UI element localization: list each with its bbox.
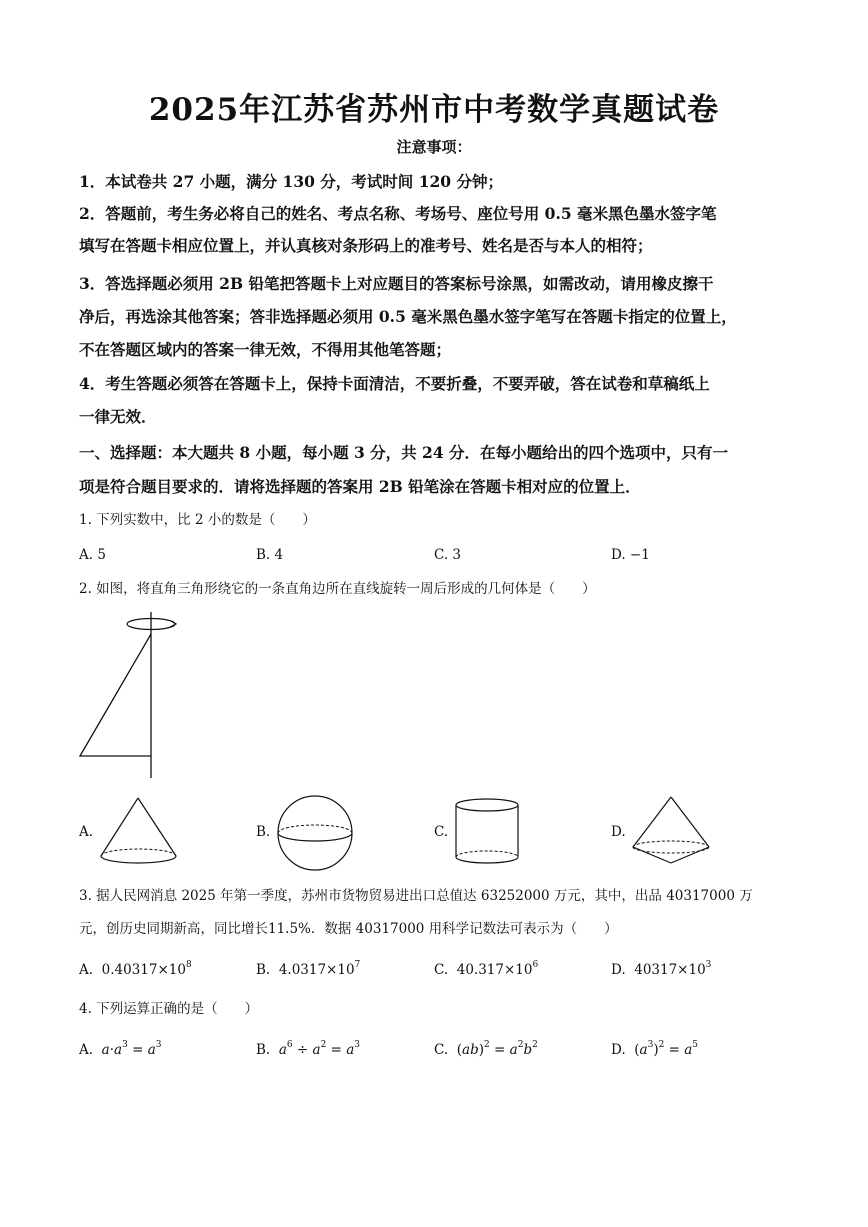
question-4-stem: 4. 下列运算正确的是（ ） <box>79 1001 259 1017</box>
cylinder-shape <box>454 797 522 867</box>
option-label: A. <box>79 1042 94 1058</box>
notice-line: 净后，再选涂其他答案；答非选择题必须用 0.5 毫米黑色墨水签字笔写在答题卡指定的位置上， <box>79 307 737 326</box>
question-3-option-b <box>256 960 360 980</box>
option-label: D. <box>611 1042 626 1058</box>
page-title: 2025年江苏省苏州市中考数学真题试卷 <box>148 92 720 128</box>
question-4-option-d <box>611 1040 698 1060</box>
notice-line: 一律无效． <box>79 407 157 426</box>
question-2-option-b-label: B. <box>256 824 271 840</box>
notice-line: 1．本试卷共 27 小题，满分 130 分，考试时间 120 分钟； <box>79 172 503 191</box>
option-label: A. <box>79 962 94 978</box>
question-4-option-c <box>434 1040 538 1060</box>
right-triangle <box>80 634 151 756</box>
question-1-option-b: B. 4 <box>256 547 284 563</box>
double-cone-shape <box>630 795 712 867</box>
notice-line: 4．考生答题必须答在答题卡上，保持卡面清洁，不要折叠，不要弄破，答在试卷和草稿纸上 <box>79 374 710 393</box>
option-coefficient: 0.40317×10 <box>101 962 186 978</box>
option-label: B. <box>256 1042 271 1058</box>
notice-line: 3．答选择题必须用 2B 铅笔把答题卡上对应题目的答案标号涂黑，如需改动，请用橡皮擦干 <box>79 274 714 293</box>
option-coefficient: 4.0317×10 <box>278 962 355 978</box>
option-label: C. <box>434 1042 449 1058</box>
triangle-rotation-figure <box>70 612 190 784</box>
question-3-option-c <box>434 960 538 980</box>
option-formula: $(a^3)^2 = a^5$ <box>634 1040 699 1058</box>
notice-line: 填写在答题卡相应位置上，并认真核对条形码上的准考号、姓名是否与本人的相符； <box>79 236 653 255</box>
question-1-option-d: D. −1 <box>611 547 650 563</box>
rotation-arrow-head <box>170 621 176 627</box>
notice-line: 2．答题前，考生务必将自己的姓名、考点名称、考场号、座位号用 0.5 毫米黑色墨水签字笔 <box>79 204 717 223</box>
option-label: D. <box>611 962 626 978</box>
option-exponent: 8 <box>185 960 192 970</box>
option-formula: $(ab)^2 = a^2b^2$ <box>456 1040 538 1058</box>
question-2-option-d-label: D. <box>611 824 626 840</box>
sphere-shape <box>276 795 356 871</box>
question-4-option-b <box>256 1040 360 1060</box>
question-4-option-a <box>79 1040 162 1060</box>
option-label: B. <box>256 962 271 978</box>
option-exponent: 7 <box>354 960 361 970</box>
question-3-option-a <box>79 960 192 980</box>
cone-shape <box>98 796 182 866</box>
option-coefficient: 40.317×10 <box>456 962 533 978</box>
section-heading-line: 一、选择题：本大题共 8 小题，每小题 3 分，共 24 分．在每小题给出的四个选项中，只有一 <box>79 443 729 462</box>
question-2-option-a-label: A. <box>79 824 94 840</box>
section-heading-line: 项是符合题目要求的．请将选择题的答案用 2B 铅笔涂在答题卡相对应的位置上． <box>79 477 641 496</box>
option-formula: $a\cdot a^3 = a^3$ <box>101 1040 162 1058</box>
question-1-stem: 1. 下列实数中，比 2 小的数是（ ） <box>79 512 316 528</box>
question-3-option-d <box>611 960 711 980</box>
question-1-option-c: C. 3 <box>434 547 462 563</box>
question-2-option-c-label: C. <box>434 824 449 840</box>
notice-heading: 注意事项： <box>396 138 472 156</box>
option-coefficient: 40317×10 <box>634 962 706 978</box>
question-3-stem-line: 3. 据人民网消息 2025 年第一季度，苏州市货物贸易进出口总值达 63252000 万元，其中，出品 40317000 万 <box>79 888 753 904</box>
option-label: C. <box>434 962 449 978</box>
question-2-stem: 2. 如图，将直角三角形绕它的一条直角边所在直线旋转一周后形成的几何体是（ ） <box>79 581 596 597</box>
option-formula: $a^6 \div a^2 = a^3$ <box>278 1040 361 1058</box>
question-1-option-a: A. 5 <box>79 547 106 563</box>
option-exponent: 3 <box>705 960 712 970</box>
question-3-stem-line: 元，创历史同期新高，同比增长11.5%．数据 40317000 用科学记数法可表示为（ ） <box>79 921 618 937</box>
option-exponent: 6 <box>532 960 539 970</box>
notice-line: 不在答题区域内的答案一律无效，不得用其他笔答题； <box>79 340 452 359</box>
